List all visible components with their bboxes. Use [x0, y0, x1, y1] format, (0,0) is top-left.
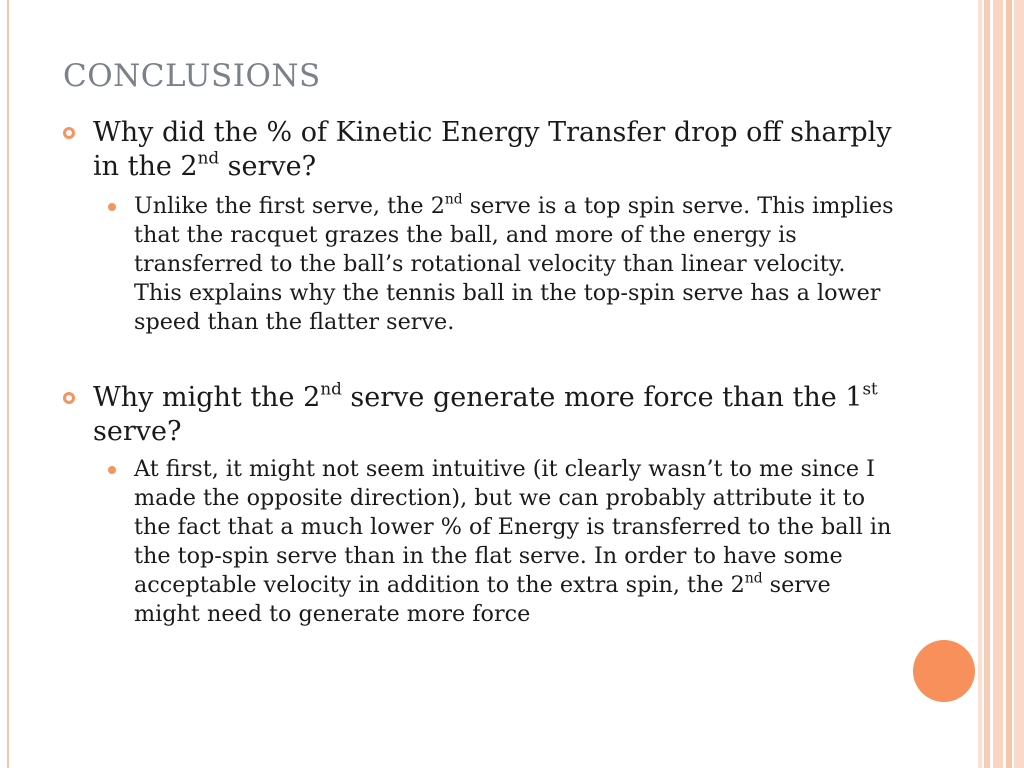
right-decorative-stripe: [984, 0, 990, 768]
answer-1-text: Unlike the first serve, the 2: [134, 193, 445, 219]
question-1: [93, 116, 893, 184]
superscript: st: [862, 378, 878, 399]
hollow-circle-bullet-icon: [63, 127, 75, 139]
right-decorative-stripe: [978, 0, 982, 768]
superscript: nd: [320, 378, 342, 399]
superscript: nd: [744, 570, 763, 587]
filled-dot-bullet-icon: [108, 466, 116, 474]
answer-1-text: serve is a top spin serve. This implies that the racquet grazes the ball, and more of the energy is transferred to the ball’s rotational velocity than linear velocity. This explains why the tennis ball in the top-spin serve has a lower speed than the flatter serve.: [134, 193, 894, 335]
right-decorative-stripe: [1006, 0, 1012, 768]
question-2: [93, 378, 893, 449]
question-2-text: serve?: [93, 416, 182, 447]
decorative-orange-circle: [913, 640, 975, 702]
answer-2-text: At first, it might not seem intuitive (it clearly wasn’t to me since I made the opposite direction), but we can probably attribute it to the fact that a much lower % of Energy is transferred to the ball in the top-spin serve than in the flat serve. In order to have some acceptable velocity in addition to the extra spin, the 2: [134, 456, 892, 598]
answer-2-text: serve might need to generate more force: [134, 572, 831, 627]
answer-1: [134, 192, 894, 337]
question-2-text: Why might the 2: [93, 382, 321, 413]
question-2-text: serve generate more force than the 1: [341, 382, 863, 413]
question-1-text: Why did the % of Kinetic Energy Transfer drop off sharply in the 2: [93, 117, 892, 182]
filled-dot-bullet-icon: [108, 203, 116, 211]
question-1-text: serve?: [219, 151, 317, 182]
superscript: nd: [197, 147, 220, 168]
slide-title: CONCLUSIONS: [63, 58, 321, 94]
hollow-circle-bullet-icon: [63, 392, 75, 404]
right-decorative-stripe: [993, 0, 1003, 768]
right-decorative-stripe: [1014, 0, 1024, 768]
superscript: nd: [444, 191, 463, 208]
left-border-line: [7, 0, 9, 768]
answer-2: [134, 455, 894, 629]
